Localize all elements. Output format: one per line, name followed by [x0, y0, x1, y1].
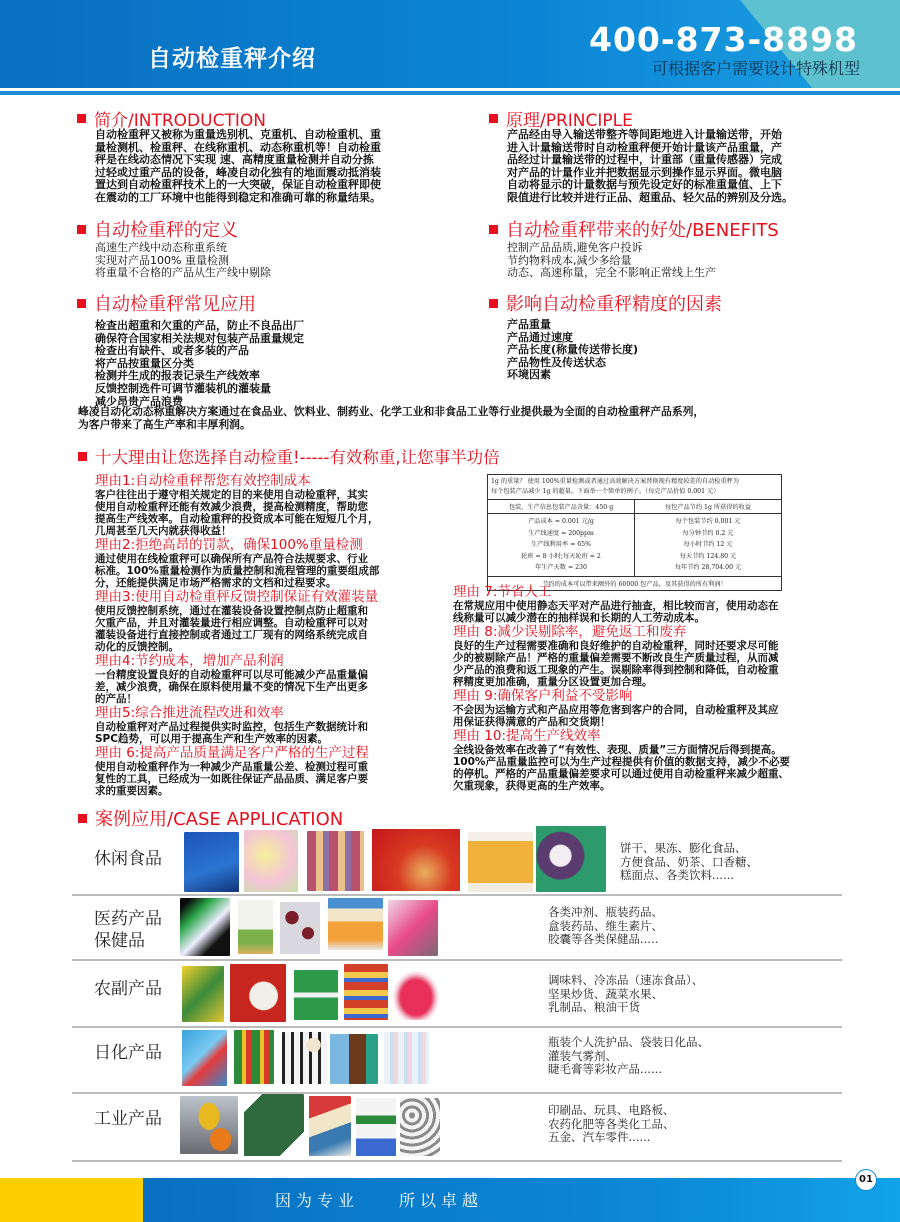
principle-text: 产品经由导入输送带整齐等间距地进入计量输送带，开始 进入计量输送带时自动检重秤便开始计量该产品重量，产 品经过计量输送带的过程中，计重部（重量传感器）完成 对产品的计量作业并把数据显示到操作显示界面。微电脑 自动将显示的计量数据与预先设定好的标准重量值、上下 限值进行比较并进行正品、超重品、轻欠品的辨别及分选。 [507, 128, 793, 204]
reason-9-body: 不会因为运输方式和产品应用等危害到客户的合同，自动检重秤及其应 用保证获得满意的产品和交货期！ [453, 704, 779, 728]
page-title: 自动检重秤介绍 [148, 46, 316, 72]
header-subtitle: 可根据客户需要设计特殊机型 [651, 59, 860, 78]
product-image-noodles [372, 829, 460, 891]
applications-heading: 自动检重秤常见应用 [77, 290, 256, 316]
reason-7-title: 理由 7:节省人工 [453, 584, 552, 600]
case-description: 瓶装个人洗护品、袋装日化品、 灌装气雾剂、 睫毛膏等彩妆产品...... [548, 1035, 709, 1076]
reason-5-title: 理由5:综合推进流程改进和效率 [95, 705, 284, 721]
table-header-row: 包装，生产信息包装产品含量：450 g 每包产品节约 1g 所获得的收益 [488, 500, 781, 514]
benefits-heading: 自动检重秤带来的好处/BENEFITS [489, 216, 779, 242]
product-image-sachets [180, 898, 230, 956]
product-image-circuit-board [244, 1094, 304, 1156]
benefits-text: 控制产品品质,避免客户投诉 节约物料成本,减少多给量 动态、高速称量，完全不影响正常线上生产 [507, 241, 716, 280]
case-row-daily-chemicals [72, 1028, 842, 1090]
product-image-biscuit [184, 832, 239, 892]
factors-text: 产品重量 产品通过速度 产品长度(称量传送带长度) 产品物性及传送状态 环境因素 [507, 318, 639, 382]
reason-3-body: 使用反馈控制系统，通过在灌装设备设置控制点防止超重和 欠重产品，并且对灌装量进行相应调整。自动检重秤可以对 灌装设备进行直接控制或者通过工厂现有的网络系统完成自 动化的反馈控制。 [95, 605, 368, 653]
factors-heading: 影响自动检重秤精度的因素 [489, 290, 722, 316]
reasons-right-column [453, 584, 798, 792]
table-intro: 1g 的重量？ 使用 100%重量检测或者通过高效解决方案替换现有精度较差的自动检重秤为 每个包装产品减少 1g 的超量。下面举一个简单的例子。（每克产品价值 0.001 元） [488, 475, 781, 500]
product-image-snack [468, 832, 533, 892]
product-image-seasoning [182, 966, 224, 1022]
principle-heading: 原理/PRINCIPLE [489, 106, 633, 131]
row-divider [72, 1160, 842, 1162]
product-image-hardware [400, 1098, 440, 1156]
page-footer [0, 1178, 900, 1222]
case-row-agricultural [72, 962, 842, 1024]
case-description: 饼干、果冻、膨化食品、 方便食品、奶茶、口香糖、 糕面点、各类饮料...... [620, 841, 758, 882]
savings-table [487, 474, 782, 591]
reason-1-body: 客户往往出于遵守相关规定的目的来使用自动检重秤，其实 使用自动检重秤还能有效减少浪费，提高检测精度，帮助您 提高生产线效率。自动检重秤的投资成本可能在短短几个月， 几周甚至几天内就获得收益！ [95, 489, 379, 537]
case-row-pharma [72, 896, 842, 958]
case-label: 工业产品 [94, 1109, 162, 1129]
reason-6-title: 理由 6:提高产品质量满足客户严格的生产过程 [95, 745, 369, 761]
reason-2-title: 理由2:拒绝高昂的罚款，确保100%重量检测 [95, 537, 363, 553]
bullet-square-icon [77, 225, 86, 234]
reason-1-title: 理由1:自动检重秤帮您有效控制成本 [95, 473, 311, 489]
table-body [488, 514, 781, 577]
product-image-pesticide [356, 1098, 396, 1156]
page-header [0, 0, 900, 88]
bullet-square-icon [489, 299, 498, 308]
reason-4-title: 理由4:节约成本，增加产品利润 [95, 653, 284, 669]
bullet-square-icon [78, 814, 87, 823]
product-image-capsules [280, 902, 320, 954]
applications-text: 检查出超重和欠重的产品，防止不良品出厂 确保符合国家相关法规对包装产品重量规定 检查出有缺件、或者多装的产品 将产品按重量区分类 检测并生成的报表记录生产线效率 反馈控制选件可调节灌装机的灌装量 减少昂贵产品浪费 [95, 319, 304, 408]
product-image-dumplings [230, 964, 286, 1022]
footer-yellow-block [0, 1178, 143, 1222]
definition-text: 高速生产线中动态称重系统 实现对产品100% 重量检测 将重量不合格的产品从生产线中剔除 [95, 241, 271, 280]
case-label: 休闲食品 [94, 849, 162, 869]
product-image-cosmetics [282, 1032, 327, 1084]
case-description: 调味料、冷冻品（速冻食品）、 坚果炒货、蔬菜水果、 乳制品、粮油干货 [548, 973, 704, 1014]
product-image-vitamin [238, 900, 273, 954]
product-image-milk-tea [307, 831, 364, 891]
bullet-square-icon [489, 114, 498, 123]
product-image-printed-matter [309, 1096, 351, 1156]
bullet-square-icon [77, 299, 86, 308]
product-image-dragon-fruit [392, 970, 440, 1020]
header-divider-blue [0, 91, 900, 95]
bullet-square-icon [489, 225, 498, 234]
table-footer: 节约的成本可以带来额外的 60000 包产品，及其获得的所有利润！ [542, 580, 727, 588]
product-image-shampoo [384, 1032, 429, 1084]
reason-2-body: 通过使用在线检重秤可以确保所有产品符合法规要求、行业 标准。100%重量检测作为质量控制和流程管理的重要组成部 分，还能提供满足市场严格需求的文档和过程要求。 [95, 553, 380, 589]
product-image-jelly [244, 830, 298, 892]
intro-heading: 简介/INTRODUCTION [77, 106, 266, 131]
reason-5-body: 自动检重秤对产品过程提供实时监控，包括生产数据统计和 SPC趋势，可以用于提高生产和生产效率的因素。 [95, 721, 368, 745]
product-image-health-box [388, 900, 438, 956]
intro-text: 自动检重秤又被称为重量选别机、克重机、自动检重机、重 量检测机、检重秤、在线称重机、动态称重机等！自动检重 秤是在线动态情况下实现 速、高精度重量检测并自动分拣 过轻或过重产品的设备，峰凌自动化独有的地面震动抵消装 置达到自动检重秤技术上的一大突破，保证自动检重秤即使 在震动的工厂环境中也能得到稳定和准确可靠的称量结果。 [95, 128, 381, 204]
product-image-candy [536, 826, 606, 892]
product-image-dried-goods [344, 964, 388, 1020]
summary-text: 峰凌自动化动态称重解决方案通过在食品业、饮料业、制药业、化学工业和非食品工业等行业提供最为全面的自动检重秤产品系列， 为客户带来了高生产率和丰厚利润。 [78, 405, 705, 431]
cases-heading: 案例应用/CASE APPLICATION [78, 805, 343, 831]
row-divider [72, 959, 842, 961]
case-description: 印刷品、玩具、电路板、 农药化肥等各类化工品、 五金、汽车零件...... [548, 1103, 675, 1144]
case-label: 农副产品 [94, 979, 162, 999]
product-image-detergent [182, 1030, 227, 1086]
case-row-industrial [72, 1094, 842, 1160]
table-right-column: 每个包装节约 0.001 元 每分钟节约 0.2 元 每小时节约 12 元 每天节约 124.80 元 每年节约 28,704.00 元 [674, 518, 742, 571]
table-left-column: 产品成本 = 0.001 元/g 生产线速度 = 200ppm 生产线利用率 = 65% 轮班 = 8 小时;每天轮班 = 2 年生产天数 = 230 [488, 514, 635, 576]
case-label: 医药产品 保健品 [94, 909, 162, 951]
product-image-skincare [330, 1034, 378, 1084]
reasons-heading: 十大理由让您选择自动检重!-----有效称重,让您事半功倍 [78, 444, 500, 468]
hotline-number: 400-873-8898 [588, 20, 858, 59]
footer-slogan: 因为专业 所以卓越 [275, 1191, 484, 1210]
reasons-left-column [95, 473, 415, 797]
page-number: 01 [855, 1169, 877, 1191]
reason-8-title: 理由 8:减少误剔除率，避免返工和废弃 [453, 624, 687, 640]
reason-10-body: 全线设备效率在改善了“有效性、表现、质量”三方面情况后得到提高。 100%产品重量监控可以为生产过程提供有价值的数据支持，减少不必要 的停机。严格的产品重量偏差要求可以通过使用自动检重秤来减少超重、 欠重现象，获得更高的生产效率。 [453, 744, 790, 792]
reason-3-title: 理由3:使用自动检重秤反馈控制保证有效灌装量 [95, 589, 379, 605]
bullet-square-icon [78, 452, 87, 461]
case-description: 各类冲剂、瓶装药品、 盒装药品、维生素片、 胶囊等各类保健品..... [548, 905, 663, 946]
product-image-aerosol [234, 1030, 274, 1084]
case-row-leisure-food [72, 826, 842, 894]
reason-6-body: 使用自动检重秤作为一种减少产品重量公差、检测过程可重 复性的工具，已经成为一如既往保证产品品质、满足客户要 求的重要因素。 [95, 761, 368, 797]
reason-7-body: 在常规应用中使用静态天平对产品进行抽查，相比较而言，使用动态在 线称量可以减少潜在的抽样误和长期的人工劳动成本。 [453, 600, 779, 624]
product-image-milk [294, 970, 338, 1020]
product-image-ointment [328, 898, 383, 950]
product-image-toy-car [180, 1096, 238, 1154]
reason-9-title: 理由 9:确保客户利益不受影响 [453, 688, 633, 704]
definition-heading: 自动检重秤的定义 [77, 216, 238, 242]
reason-4-body: 一台精度设置良好的自动检重秤可以尽可能减少产品重量偏 差，减少浪费，确保在原料使用量不变的情况下生产出更多 的产品！ [95, 669, 368, 705]
reason-10-title: 理由 10:提高生产线效率 [453, 728, 601, 744]
reason-8-body: 良好的生产过程需要准确和良好维护的自动检重秤，同时还要求尽可能 少的被剔除产品！严格的重量偏差需要不断改良生产质量过程，从而减 少产品的浪费和返工现象的产生。误剔除率得到控制和降低，自动检重 秤精度更加准确，重量分区设置更加合理。 [453, 640, 779, 688]
bullet-square-icon [77, 114, 86, 123]
case-label: 日化产品 [94, 1043, 162, 1063]
